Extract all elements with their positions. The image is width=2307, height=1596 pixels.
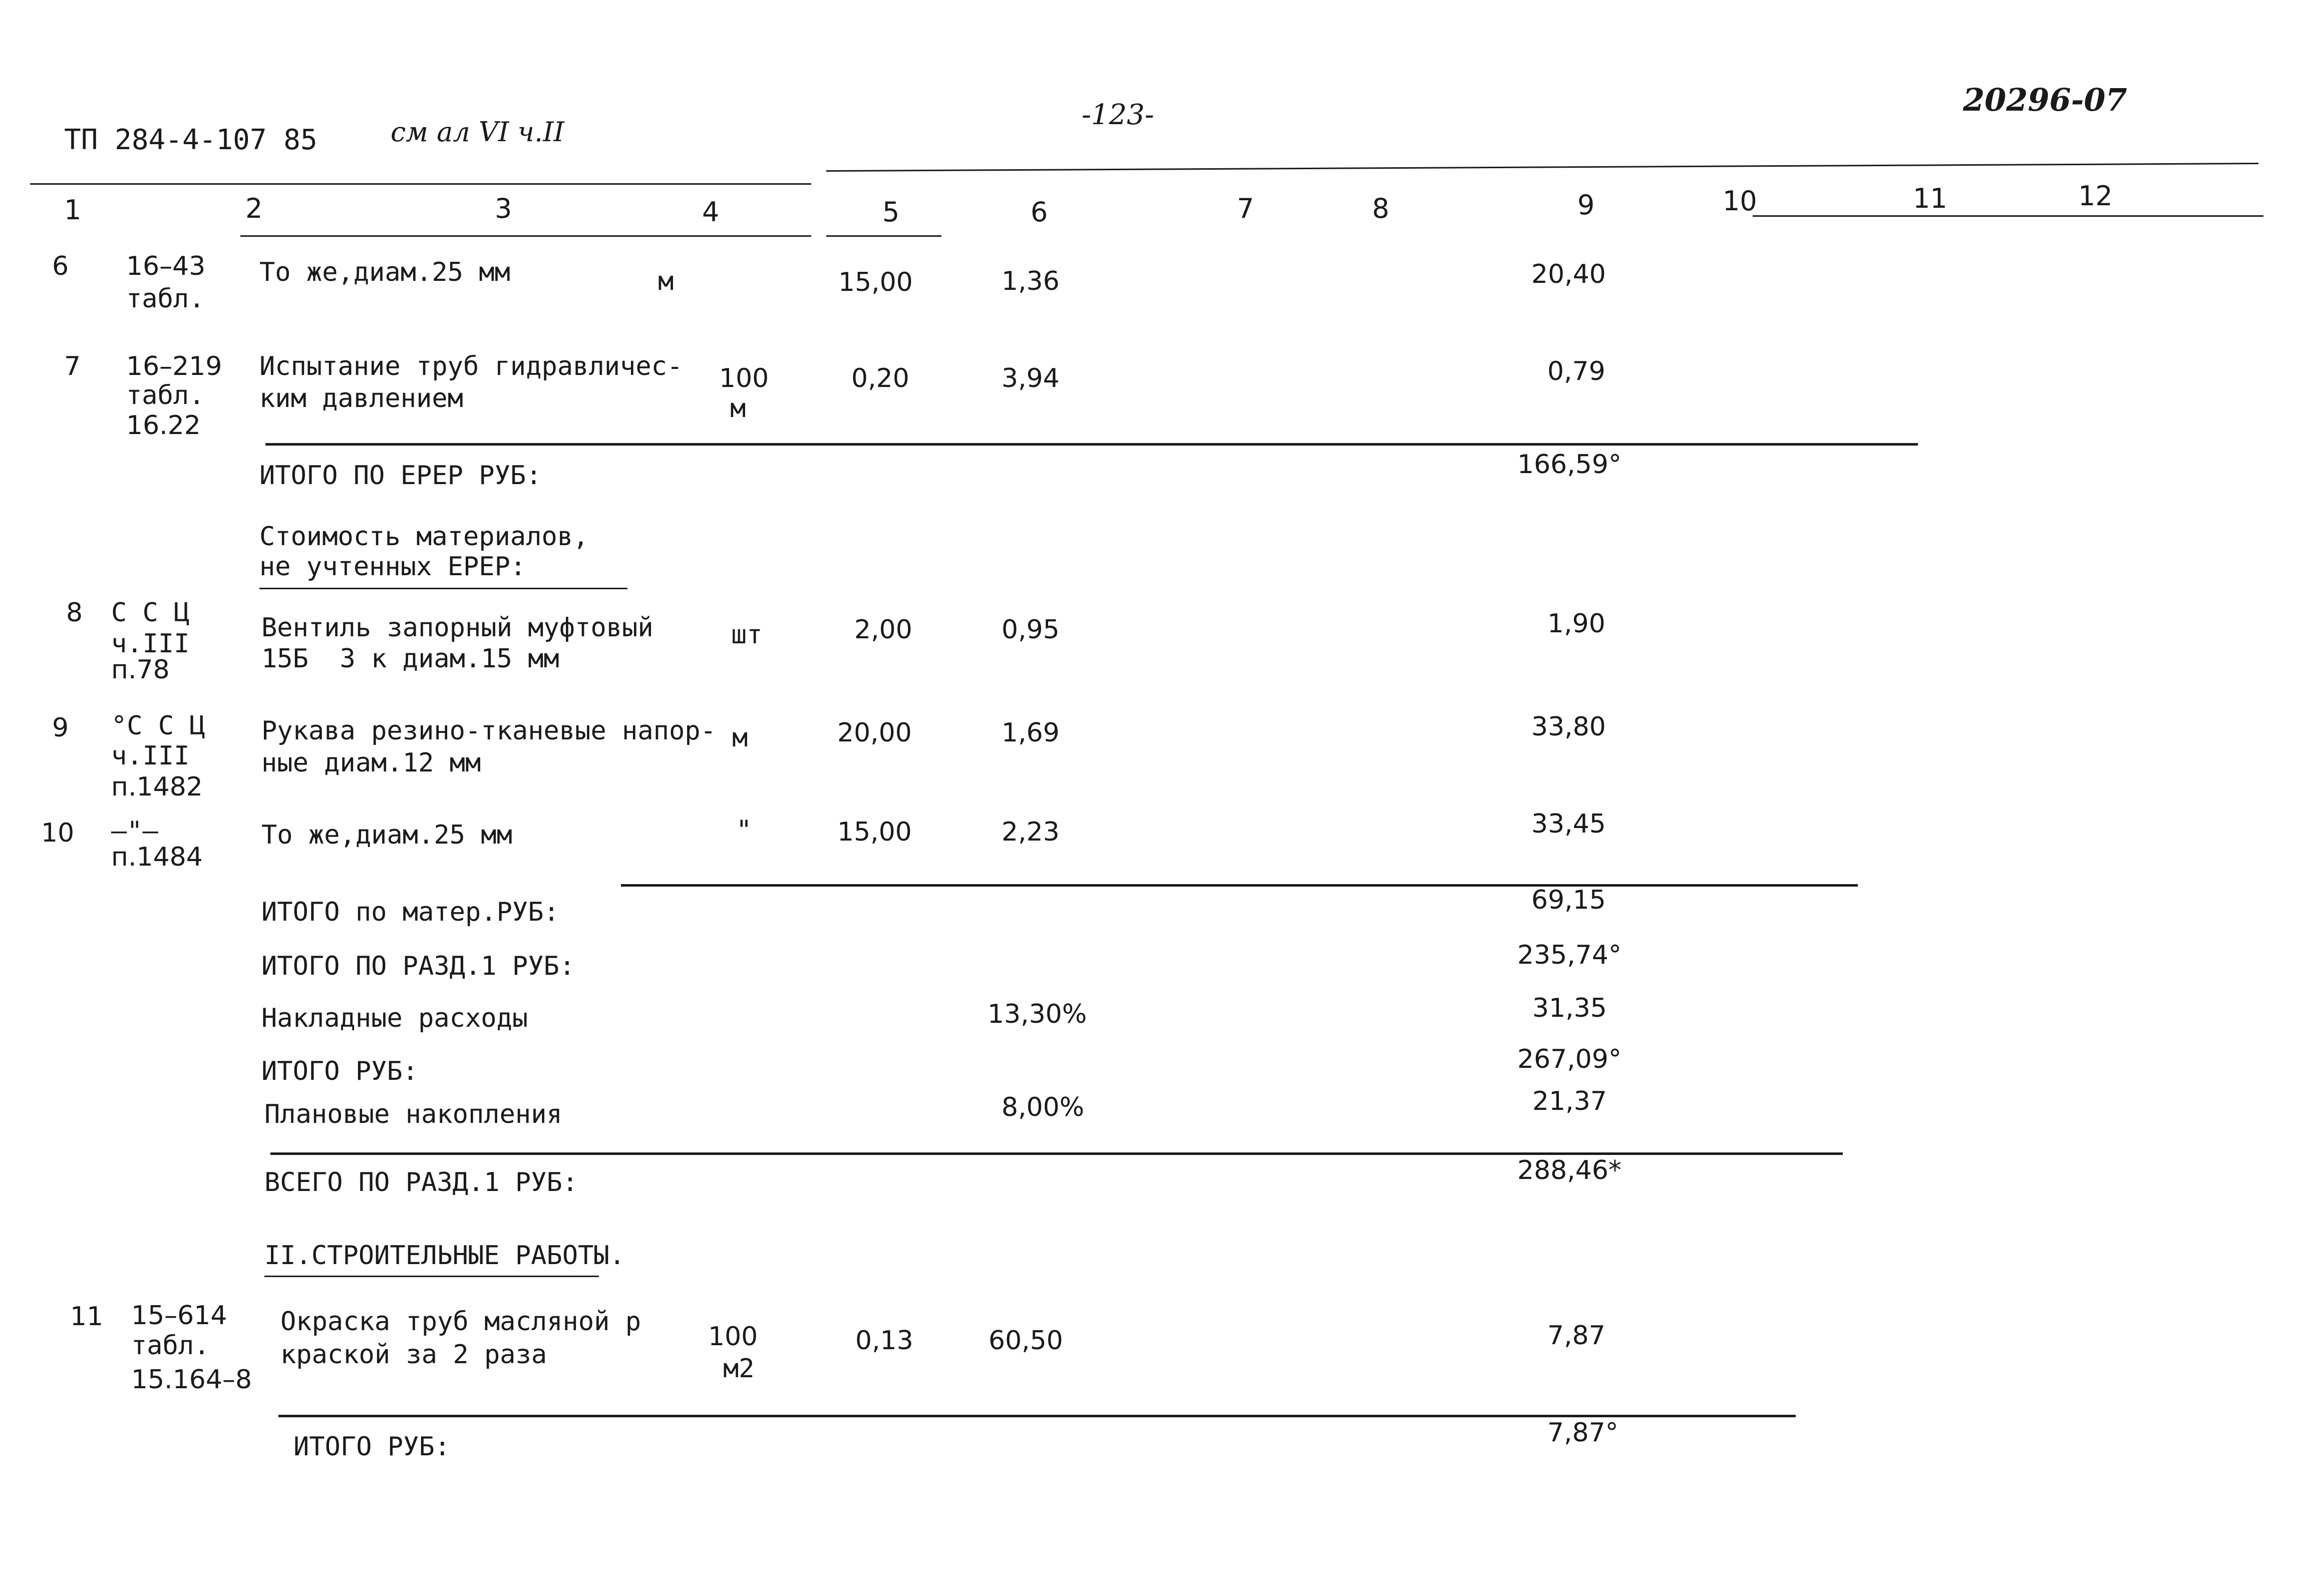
final-total-value: 7,87° [1547,1418,1618,1448]
row-num: 10 [41,818,75,848]
overhead-value: 31,35 [1532,993,1607,1023]
row-qty: 0,13 [855,1326,913,1356]
row-price: 1,36 [1002,266,1060,296]
row-unit: 100 [708,1322,758,1352]
overhead-percent: 13,30% [987,999,1087,1029]
row-qty: 2,00 [854,615,912,645]
row-code: табл. [126,284,205,314]
row-price: 2,23 [1002,817,1060,847]
page-number: -123- [1082,99,1154,131]
row-code: 16.22 [126,411,201,441]
row-price: 0,95 [1002,615,1060,645]
row-desc: краской за 2 раза [280,1340,547,1370]
row-unit: м [730,393,746,424]
subtotal-erer-value: 166,59° [1517,450,1621,480]
total-label: ИТОГО РУБ: [261,1056,419,1086]
row-code: п.1482 [111,772,203,802]
section2-title-underline [264,1276,599,1277]
row-code: ч.III [111,629,190,659]
handwritten-note: см ал VI ч.II [391,116,564,148]
row-desc: ные диам.12 мм [261,748,481,778]
subtotal-materials-label: ИТОГО по матер.РУБ: [261,897,559,927]
row-num: 9 [52,713,69,743]
subtotal-section1-label: ИТОГО ПО РАЗД.1 РУБ: [261,951,575,981]
planned-label: Плановые накопления [264,1099,562,1129]
doc-code: ТП 284-4-107 85 [64,124,317,156]
col-3: 3 [495,193,512,224]
row-qty: 15,00 [837,817,912,847]
col-9: 9 [1577,189,1595,221]
row-desc: Окраска труб масляной р [280,1307,641,1337]
row-code: табл. [131,1331,210,1361]
col-1: 1 [64,194,82,226]
section2-title: II.СТРОИТЕЛЬНЫЕ РАБОТЫ. [264,1241,625,1271]
row-desc: То же,диам.25 мм [259,257,510,287]
row-code: —"— [111,816,158,846]
materials-title-underline [259,588,627,589]
row-unit: 100 [719,363,769,393]
col-11: 11 [1913,183,1947,214]
row-qty: 20,00 [837,718,912,748]
row-total: 1,90 [1547,609,1605,639]
row-desc: Вентиль запорный муфтовый [261,613,653,643]
header-top-line-right [826,163,2258,172]
row-num: 6 [52,251,69,281]
divider-line [265,443,1918,446]
row-code: 16–43 [126,251,206,281]
header-top-line-left [30,183,811,185]
subtotal-erer-label: ИТОГО ПО ЕРЕР РУБ: [259,461,542,491]
row-code: 16–219 [126,351,222,381]
col-10: 10 [1723,185,1757,217]
total-value: 267,09° [1517,1044,1621,1074]
row-total: 20,40 [1531,259,1606,289]
col-2: 2 [245,193,263,224]
row-code: °С С Ц [111,711,205,741]
row-qty: 0,20 [851,363,909,393]
row-unit: м [658,266,674,296]
materials-title: не учтенных ЕРЕР: [259,552,526,582]
planned-percent: 8,00% [1002,1092,1085,1122]
header-bottom-line-mid [826,235,941,237]
col-8: 8 [1372,193,1390,224]
subtotal-materials-value: 69,15 [1531,885,1606,915]
archive-number: 20296-07 [1963,82,2127,118]
col-4: 4 [702,196,720,228]
row-unit: м2 [723,1354,755,1384]
row-desc: ким давлением [259,383,463,414]
row-price: 3,94 [1002,363,1060,393]
grand-section1-value: 288,46* [1517,1155,1621,1185]
row-code: 15.164–8 [131,1365,252,1395]
overhead-label: Накладные расходы [261,1003,528,1033]
row-total: 33,45 [1531,809,1606,839]
row-unit: шт [731,620,763,650]
row-desc: 15Б 3 к диам.15 мм [261,644,559,674]
col-6: 6 [1031,196,1048,228]
row-price: 1,69 [1002,718,1060,748]
row-num: 8 [66,598,83,628]
row-desc: Испытание труб гидравличес- [259,351,683,381]
row-total: 0,79 [1547,356,1605,386]
row-num: 11 [70,1302,104,1332]
row-code: п.78 [111,655,170,685]
materials-title: Стоимость материалов, [259,522,589,552]
row-qty: 15,00 [838,267,913,297]
row-code: 15–614 [131,1301,227,1331]
row-code: п.1484 [111,842,203,872]
planned-value: 21,37 [1532,1086,1607,1116]
row-unit: " [736,815,752,845]
header-bottom-line-right [1753,215,2263,217]
header-bottom-line-left [240,235,811,237]
col-12: 12 [2078,180,2113,212]
row-total: 7,87 [1547,1321,1605,1351]
row-desc: Рукава резино-тканевые напор- [261,716,716,746]
row-desc: То же,диам.25 мм [261,820,512,850]
final-total-label: ИТОГО РУБ: [293,1432,451,1462]
col-7: 7 [1237,193,1254,224]
row-num: 7 [64,351,81,381]
divider-line [621,884,1858,887]
row-code: табл. [126,380,205,411]
row-price: 60,50 [988,1326,1063,1356]
col-5: 5 [882,196,900,228]
subtotal-section1-value: 235,74° [1517,940,1621,970]
row-code: С С Ц [111,598,190,628]
row-code: ч.III [111,741,190,771]
grand-section1-label: ВСЕГО ПО РАЗД.1 РУБ: [264,1167,578,1198]
row-total: 33,80 [1531,712,1606,742]
row-unit: м [732,723,748,753]
